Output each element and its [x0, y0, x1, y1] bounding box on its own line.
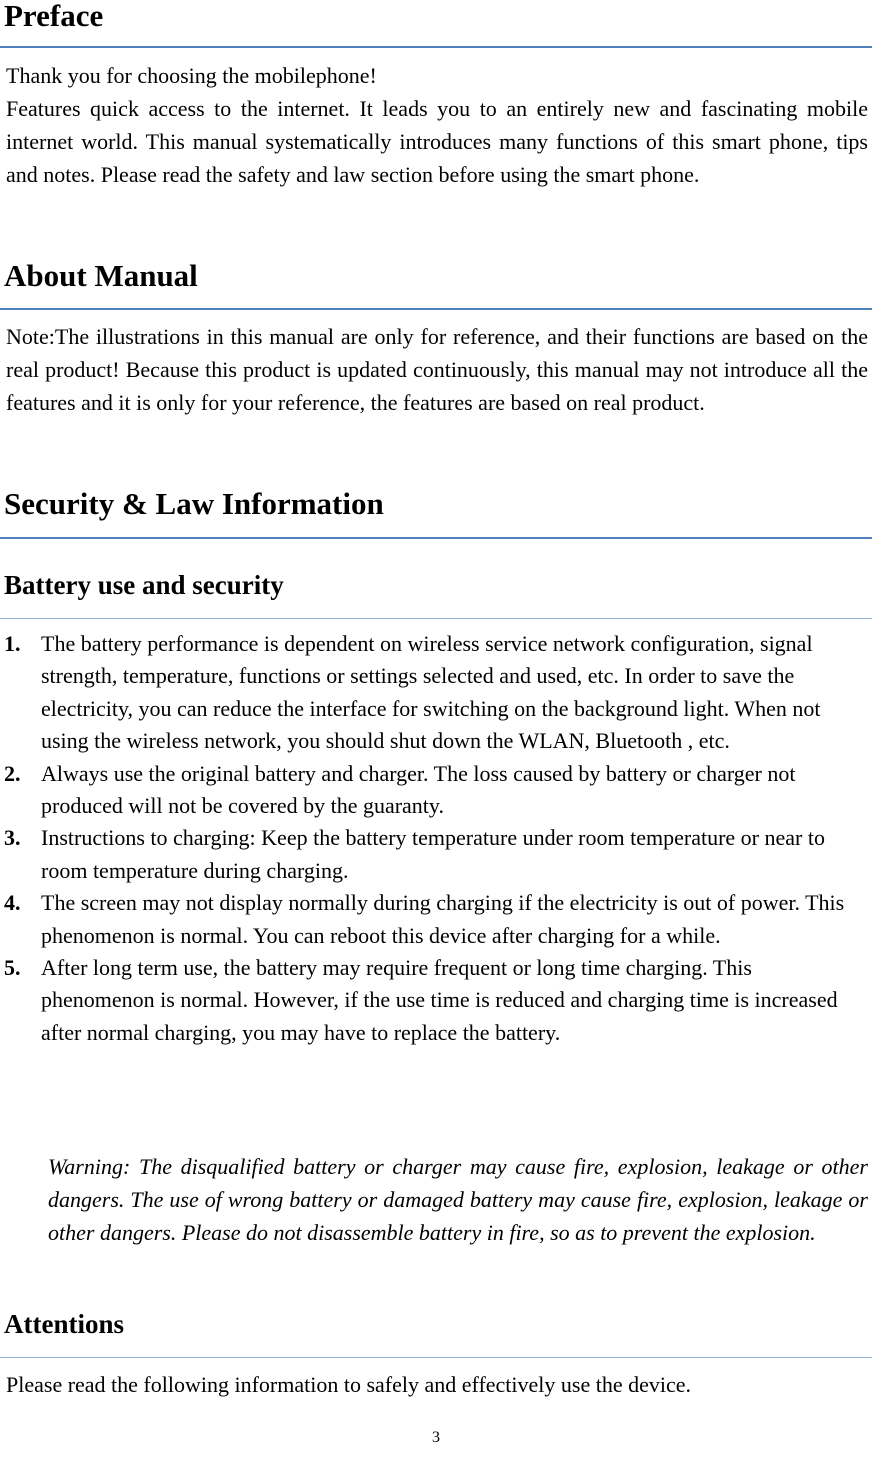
preface-heading: Preface: [4, 0, 104, 33]
list-item-number: 5.: [4, 955, 21, 981]
list-item-text: After long term use, the battery may require frequent or long time charging. This phenomenon is normal. However, if the use time is reduced and charging time is increased after normal charging, you may have to replace the battery.: [41, 955, 838, 1045]
battery-list: [0, 628, 868, 1049]
battery-heading: Battery use and security: [4, 570, 284, 600]
list-item-text: Instructions to charging: Keep the battery temperature under room temperature or near to room temperature during charging.: [41, 825, 825, 883]
security-heading: Security & Law Information: [4, 486, 384, 521]
list-item: [0, 887, 868, 952]
about-manual-heading-rule: [0, 308, 872, 310]
list-item-number: 1.: [4, 631, 21, 656]
preface-body: Features quick access to the internet. It leads you to an entirely new and fascinating mobile internet world. This manual systematically introduces many functions of this smart phone, tips and notes. Please read the safety and law section before using the smart phone.: [6, 96, 868, 187]
about-manual-heading: About Manual: [4, 258, 198, 293]
list-item: [0, 822, 868, 887]
list-item: [0, 628, 868, 758]
list-item: [0, 952, 868, 1049]
attentions-body: Please read the following information to safely and effectively use the device.: [6, 1372, 692, 1397]
battery-heading-rule: [0, 618, 872, 619]
list-item-number: 2.: [4, 760, 21, 786]
preface-intro: Thank you for choosing the mobilephone!: [6, 63, 377, 88]
preface-heading-rule: [0, 46, 872, 48]
list-item-text: Always use the original battery and charger. The loss caused by battery or charger not produced will not be covered by the guaranty.: [41, 760, 796, 819]
list-item-text: The screen may not display normally during charging if the electricity is out of power. This phenomenon is normal. You can reboot this device after charging for a while.: [41, 890, 845, 948]
security-heading-rule: [0, 537, 872, 539]
about-manual-body: Note:The illustrations in this manual are only for reference, and their functions are based on the real product! Because this product is updated continuously, this manual may not introduce all the features and it is only for your reference, the features are based on real product.: [6, 324, 868, 415]
battery-warning: Warning: The disqualified battery or charger may cause fire, explosion, leakage or other dangers. The use of wrong battery or damaged battery may cause fire, explosion, leakage or other dangers. Please do not disassemble battery in fire, so as to prevent the explosion.: [48, 1154, 868, 1245]
attentions-heading: Attentions: [4, 1309, 124, 1339]
list-item-text: The battery performance is dependent on wireless service network configuration, signal strength, temperature, functions or settings selected and used, etc. In order to save the electricity, you can reduce the interface for switching on the background light. When not using the wireless network, you should shut down the WLAN, Bluetooth , etc.: [41, 631, 821, 754]
page-number: 3: [432, 1429, 440, 1446]
attentions-heading-rule: [0, 1357, 872, 1358]
list-item-number: 3.: [4, 825, 21, 851]
list-item: [0, 758, 868, 823]
list-item-number: 4.: [4, 890, 21, 916]
